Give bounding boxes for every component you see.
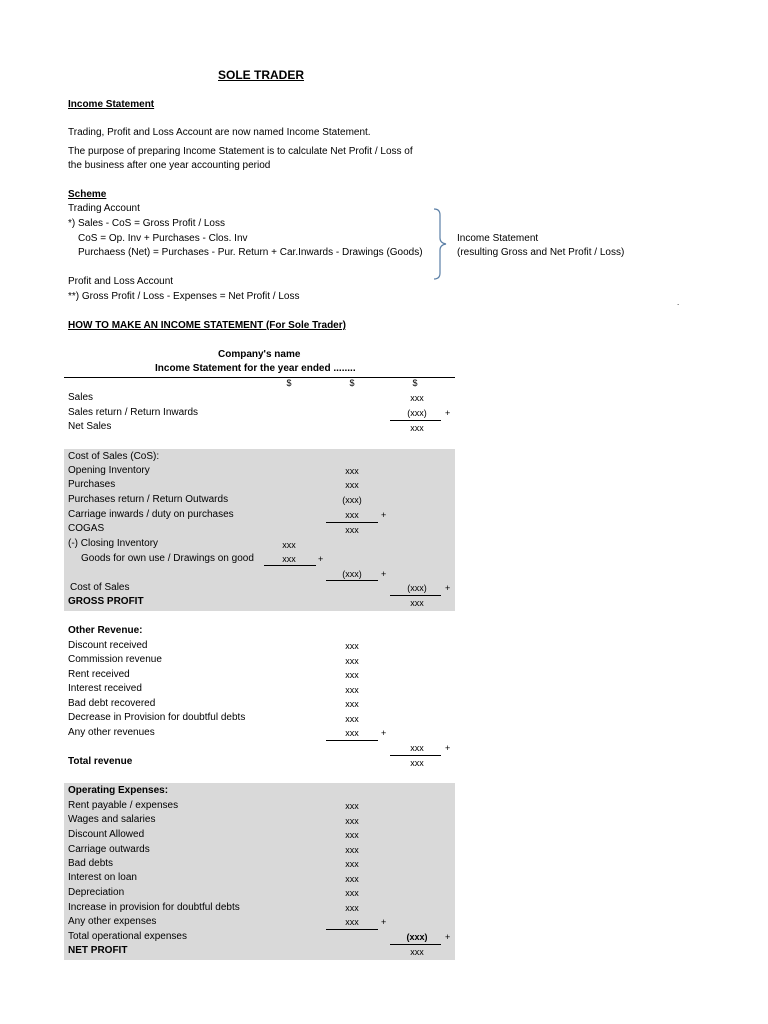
cogas-value: xxx: [345, 525, 359, 535]
sales-return-op: +: [445, 408, 451, 418]
operating-expense-value: xxx: [345, 845, 359, 855]
drawings-goods-value: xxx: [282, 554, 296, 564]
operating-expense-value: xxx: [345, 859, 359, 869]
stray-mark: .: [677, 298, 680, 307]
scheme-pl-account: Profit and Loss Account: [68, 276, 174, 287]
other-revenue-label: Discount received: [68, 640, 148, 651]
operating-expense-label: Interest on loan: [68, 872, 137, 883]
operating-expense-label: Discount Allowed: [68, 829, 145, 840]
revenue-sum-value: xxx: [410, 743, 424, 753]
other-revenue-value: xxx: [345, 699, 359, 709]
section-heading: Income Statement: [68, 99, 155, 110]
purchases-return-label: Purchases return / Return Outwards: [68, 494, 229, 505]
cos-heading: Cost of Sales (CoS):: [68, 451, 160, 462]
total-operational-label: Total operational expenses: [68, 931, 187, 942]
purchases-label: Purchases: [68, 479, 116, 490]
scheme-side-note-2: (resulting Gross and Net Profit / Loss): [457, 247, 625, 258]
operating-expense-label: Rent payable / expenses: [68, 800, 179, 811]
scheme-trading-account: Trading Account: [68, 203, 140, 214]
operating-heading: Operating Expenses:: [68, 785, 169, 796]
other-revenue-value: xxx: [345, 714, 359, 724]
operating-expense-value: xxx: [345, 903, 359, 913]
revenue-sum-op: +: [445, 743, 451, 753]
gross-profit-label: GROSS PROFIT: [68, 596, 144, 607]
drawings-goods-label: Goods for own use / Drawings on good: [81, 553, 254, 564]
operating-expense-value: xxx: [345, 830, 359, 840]
operating-expense-value: xxx: [345, 874, 359, 884]
carriage-inwards-label: Carriage inwards / duty on purchases: [68, 509, 234, 520]
other-revenue-op: +: [381, 728, 387, 738]
opening-inventory-value: xxx: [345, 466, 359, 476]
scheme-side-note-1: Income Statement: [457, 233, 539, 244]
other-revenue-label: Rent received: [68, 669, 130, 680]
sales-return-label: Sales return / Return Inwards: [68, 407, 199, 418]
operating-expense-label: Any other expenses: [68, 916, 157, 927]
cost-of-sales-op: +: [445, 583, 451, 593]
other-revenue-label: Bad debt recovered: [68, 698, 156, 709]
operating-rule: [326, 929, 378, 930]
operating-expense-op: +: [381, 917, 387, 927]
cogas-label: COGAS: [68, 523, 105, 534]
opening-inventory-label: Opening Inventory: [68, 465, 150, 476]
operating-expense-label: Depreciation: [68, 887, 125, 898]
closing-inventory-label: (-) Closing Inventory: [68, 538, 159, 549]
gross-profit-value: xxx: [410, 598, 424, 608]
scheme-line-3: Purchaess (Net) = Purchases - Pur. Return + Car.Inwards - Drawings (Goods): [78, 247, 423, 258]
operating-expense-value: xxx: [345, 888, 359, 898]
right-brace-icon: [432, 207, 452, 281]
other-revenue-rule: [326, 740, 378, 741]
carriage-inwards-value: xxx: [345, 510, 359, 520]
operating-expense-value: xxx: [345, 801, 359, 811]
operating-expense-label: Increase in provision for doubtful debts: [68, 902, 240, 913]
net-sales-label: Net Sales: [68, 421, 112, 432]
other-revenue-value: xxx: [345, 670, 359, 680]
other-revenue-value: xxx: [345, 641, 359, 651]
total-revenue-label: Total revenue: [68, 756, 133, 767]
other-revenue-value: xxx: [345, 685, 359, 695]
net-profit-value: xxx: [410, 947, 424, 957]
operating-expense-value: xxx: [345, 816, 359, 826]
closing-inventory-value: xxx: [282, 540, 296, 550]
company-name: Company's name: [218, 349, 301, 360]
purpose-text-1: The purpose of preparing Income Statement is to calculate Net Profit / Loss of: [68, 146, 413, 157]
total-operational-value: (xxx): [406, 932, 428, 942]
scheme-line-2: CoS = Op. Inv + Purchases - Clos. Inv: [78, 233, 248, 244]
statement-period: Income Statement for the year ended ........: [155, 363, 356, 374]
operating-expense-value: xxx: [345, 917, 359, 927]
other-revenue-value: xxx: [345, 728, 359, 738]
net-sales-value: xxx: [410, 423, 424, 433]
cost-of-sales-value: (xxx): [407, 583, 427, 593]
sales-return-value: (xxx): [407, 408, 427, 418]
operating-expense-label: Wages and salaries: [68, 814, 156, 825]
other-revenue-label: Commission revenue: [68, 654, 162, 665]
purpose-text-2: the business after one year accounting period: [68, 160, 271, 171]
scheme-line-1: *) Sales - CoS = Gross Profit / Loss: [68, 218, 225, 229]
net-profit-label: NET PROFIT: [68, 945, 128, 956]
cos-subtotal-rule: [326, 580, 378, 581]
operating-expense-label: Carriage outwards: [68, 844, 150, 855]
sales-label: Sales: [68, 392, 94, 403]
intro-text: Trading, Profit and Loss Account are now named Income Statement.: [68, 127, 371, 138]
total-revenue-value: xxx: [410, 758, 424, 768]
cost-of-sales-label: Cost of Sales: [70, 582, 130, 593]
page-title: SOLE TRADER: [218, 68, 305, 82]
other-revenue-heading: Other Revenue:: [68, 625, 143, 636]
other-revenue-value: xxx: [345, 656, 359, 666]
cos-subtotal-value: (xxx): [342, 569, 362, 579]
operating-expense-label: Bad debts: [68, 858, 114, 869]
other-revenue-label: Any other revenues: [68, 727, 155, 738]
purchases-return-value: (xxx): [342, 495, 362, 505]
scheme-line-4: **) Gross Profit / Loss - Expenses = Net Profit / Loss: [68, 291, 300, 302]
other-revenue-label: Interest received: [68, 683, 142, 694]
sales-value: xxx: [410, 393, 424, 403]
total-operational-op: +: [445, 932, 451, 942]
currency-col-3: $: [412, 378, 418, 388]
other-revenue-label: Decrease in Provision for doubtful debts: [68, 712, 246, 723]
cos-subtotal-op: +: [381, 569, 387, 579]
closing-rule: [264, 565, 316, 566]
purchases-value: xxx: [345, 480, 359, 490]
scheme-heading: Scheme: [68, 189, 107, 200]
carriage-inwards-op: +: [381, 510, 387, 520]
drawings-goods-op: +: [318, 554, 324, 564]
currency-col-1: $: [286, 378, 292, 388]
currency-col-2: $: [349, 378, 355, 388]
howto-heading: HOW TO MAKE AN INCOME STATEMENT (For Sole Trader): [68, 320, 346, 331]
